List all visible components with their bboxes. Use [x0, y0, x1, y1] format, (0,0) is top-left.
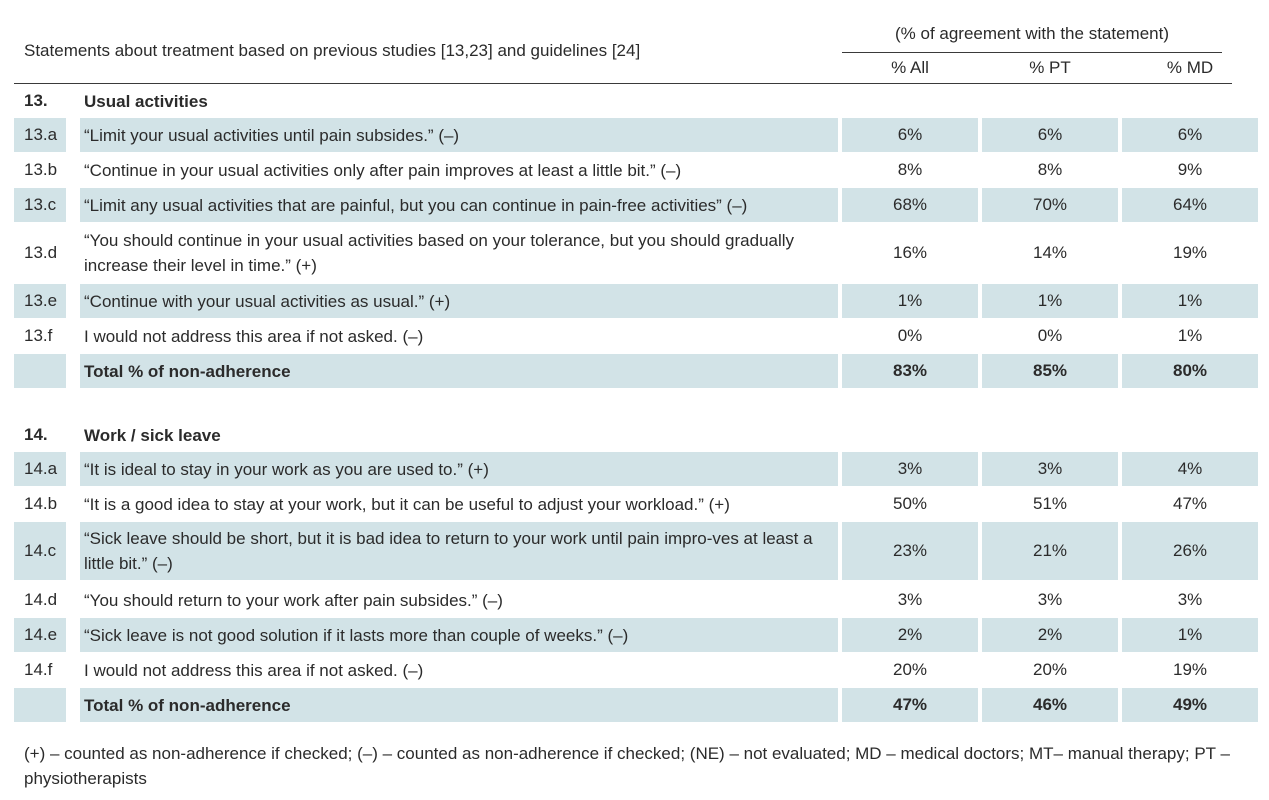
row-statement: I would not address this area if not asked. (–)	[84, 326, 424, 346]
total-row-id-cell	[14, 354, 66, 388]
row-id: 13.d	[24, 243, 58, 262]
row-statement: “Limit any usual activities that are painful, but you can continue in pain-free activities” (–)	[80, 188, 838, 222]
row-statement: “It is a good idea to stay at your work, but it can be useful to adjust your workload.” (+)	[84, 494, 730, 514]
group-header-rule	[842, 52, 1222, 53]
value-md: 6%	[1122, 118, 1258, 152]
value-md: 19%	[1172, 660, 1208, 679]
value-pt: 3%	[1037, 590, 1063, 609]
value-all: 2%	[842, 618, 978, 652]
value-all: 16%	[892, 243, 928, 262]
value-pt: 70%	[982, 188, 1118, 222]
column-header-pt: % PT	[1029, 58, 1071, 77]
value-all: 8%	[897, 160, 923, 179]
row-statement: “It is ideal to stay in your work as you are used to.” (+)	[80, 452, 838, 486]
value-all: 50%	[892, 494, 928, 513]
value-md: 64%	[1122, 188, 1258, 222]
total-value-all: 47%	[842, 688, 978, 722]
value-all: 68%	[842, 188, 978, 222]
row-id: 14.d	[24, 590, 58, 609]
row-statement: “Limit your usual activities until pain subsides.” (–)	[80, 118, 838, 152]
section-title: Work / sick leave	[84, 425, 221, 445]
value-pt: 2%	[982, 618, 1118, 652]
row-statement: “Sick leave is not good solution if it lasts more than couple of weeks.” (–)	[80, 618, 838, 652]
value-md: 1%	[1122, 618, 1258, 652]
value-all: 1%	[842, 284, 978, 318]
total-label: Total % of non-adherence	[80, 354, 838, 388]
value-md: 1%	[1122, 284, 1258, 318]
value-pt: 21%	[982, 522, 1118, 580]
row-id: 14.f	[24, 660, 53, 679]
value-md: 19%	[1172, 243, 1208, 262]
column-header-all: % All	[891, 58, 929, 77]
row-id: 14.e	[14, 618, 66, 652]
value-pt: 0%	[1037, 326, 1063, 345]
value-pt: 3%	[982, 452, 1118, 486]
total-value-pt: 46%	[982, 688, 1118, 722]
value-pt: 6%	[982, 118, 1118, 152]
value-md: 9%	[1177, 160, 1203, 179]
row-id: 13.c	[14, 188, 66, 222]
value-md: 26%	[1122, 522, 1258, 580]
total-value-md: 49%	[1122, 688, 1258, 722]
row-id: 14.b	[24, 494, 58, 513]
value-md: 47%	[1172, 494, 1208, 513]
total-row-id-cell	[14, 688, 66, 722]
total-value-pt: 85%	[982, 354, 1118, 388]
row-id: 13.b	[24, 160, 58, 179]
section-number: 13.	[24, 91, 48, 110]
column-header-md: % MD	[1166, 58, 1214, 77]
row-statement: “Sick leave should be short, but it is bad idea to return to your work until pain impro-ves at least a little bit.” (–)	[80, 522, 838, 580]
row-id: 14.a	[14, 452, 66, 486]
total-value-md: 80%	[1122, 354, 1258, 388]
value-pt: 1%	[982, 284, 1118, 318]
value-md: 4%	[1122, 452, 1258, 486]
value-all: 6%	[842, 118, 978, 152]
row-statement: “Continue in your usual activities only after pain improves at least a little bit.” (–)	[84, 160, 682, 180]
agreement-group-header: (% of agreement with the statement)	[894, 24, 1170, 43]
value-all: 20%	[892, 660, 928, 679]
value-all: 0%	[897, 326, 923, 345]
row-statement: “You should continue in your usual activities based on your tolerance, but you should gradually increase their level in time.” (+)	[84, 231, 795, 275]
table-footnote: (+) – counted as non-adherence if checked; (–) – counted as non-adherence if checked; (NE) – not evaluated; MD – medical doctors; MT– manual therapy; PT – physiotherapists	[24, 744, 1230, 788]
value-md: 3%	[1177, 590, 1203, 609]
row-id: 13.a	[14, 118, 66, 152]
header-bottom-rule	[14, 83, 1232, 84]
value-pt: 14%	[1032, 243, 1068, 262]
row-statement: “You should return to your work after pain subsides.” (–)	[84, 590, 503, 610]
value-all: 3%	[897, 590, 923, 609]
row-id: 13.f	[24, 326, 53, 345]
row-statement: I would not address this area if not asked. (–)	[84, 660, 424, 680]
row-id: 13.e	[14, 284, 66, 318]
value-all: 23%	[842, 522, 978, 580]
value-pt: 51%	[1032, 494, 1068, 513]
value-pt: 8%	[1037, 160, 1063, 179]
value-all: 3%	[842, 452, 978, 486]
value-md: 1%	[1177, 326, 1203, 345]
total-label: Total % of non-adherence	[80, 688, 838, 722]
row-id: 14.c	[14, 522, 66, 580]
statements-header: Statements about treatment based on previous studies [13,23] and guidelines [24]	[24, 41, 641, 60]
section-number: 14.	[24, 425, 48, 444]
section-title: Usual activities	[84, 91, 208, 111]
value-pt: 20%	[1032, 660, 1068, 679]
total-value-all: 83%	[842, 354, 978, 388]
row-statement: “Continue with your usual activities as usual.” (+)	[80, 284, 838, 318]
